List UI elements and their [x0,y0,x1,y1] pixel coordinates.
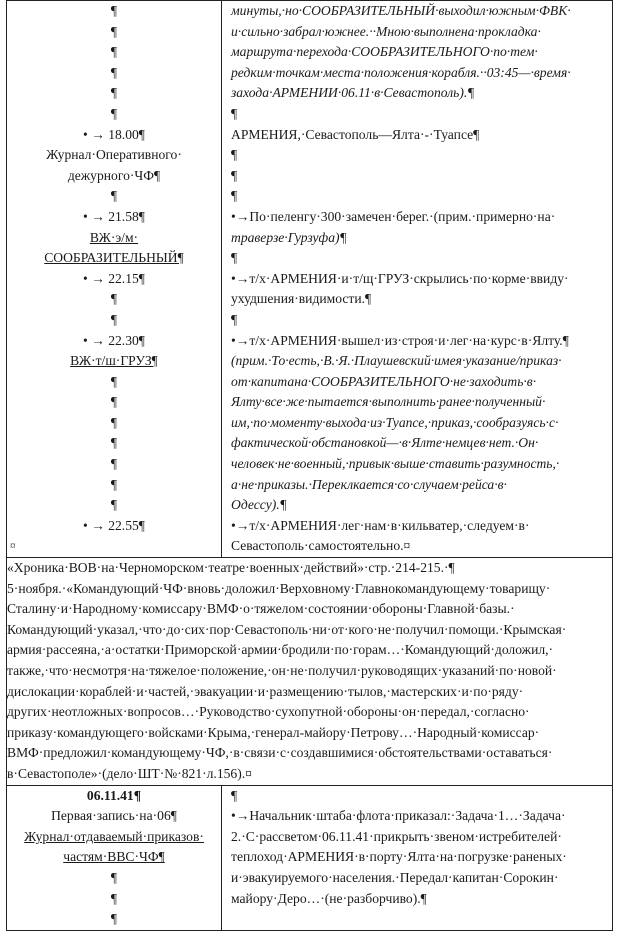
log-entry-line: а·не·приказы.·Переклкается·со·случаем·рейса·в· [231,476,507,492]
time-column-line: ¶ [110,394,118,410]
orders-left-line: ¶ [110,890,118,906]
order-entry-line: майору·Деро…·(не·разборчиво).¶ [231,890,427,906]
document-table [6,0,613,931]
log-entry-line: минуты,·но·СООБРАЗИТЕЛЬНЫЙ·выходил·южным·ФВК· [231,3,571,18]
log-entry-line: маршрута·перехода·СООБРАЗИТЕЛЬНОГО·по·тем· [231,44,538,60]
log-entry-line: ¶ [231,105,238,121]
order-entry-line: и·эвакуируемого·населения.·Передал·капитан·Сорокин· [231,869,559,885]
log-entry-line: •→т/х·АРМЕНИЯ·лег·нам·в·кильватер,·следуем·в· [231,517,530,533]
chronicle-quote-line: приказу·командующего·войсками·Крыма,·генерал-майору·Петрову…·Народный·комиссар· [7,724,540,740]
order-entry-line: теплоход·АРМЕНИЯ·в·порту·Ялта·на·погрузке·раненых· [231,849,567,865]
time-column-line: ¶ [110,105,118,121]
log-entry-line: от·капитана·СООБРАЗИТЕЛЬНОГО·не·заходить·в· [231,373,537,389]
time-column-line: • → 18.00¶ [83,126,145,142]
time-column-line: ¶ [110,414,118,430]
time-column-line: ¶ [110,373,118,389]
log-entry-line: захода·АРМЕНИИ·06.11·в·Севастополь).¶ [231,85,475,101]
log-entry-line: •→По·пеленгу·300·замечен·берег.·(прим.·примерно·на· [231,208,556,224]
time-column-cell [7,1,222,558]
document-page [6,0,612,931]
time-column-line: • → 22.15¶ [83,270,145,286]
chronicle-quote-line: также,·что·несмотря·на·тяжелое·положение,·он·не·получил·руководящих·указаний·по·новой· [7,663,557,678]
chronicle-quote-line: ВМФ·предложил·командующему·ЧФ,·в·связи·с·создавшимися·обстоятельствами·оставаться· [7,745,553,761]
table-row-log [7,1,613,558]
chronicle-quote-line: Сталину·и·Народному·комиссару·ВМФ·о·тяжелом·состоянии·обороны·Главной·базы.· [7,601,515,617]
log-entry-line: человек·не·военный,·привык·выше·ставить·разумность,· [231,456,560,472]
log-entry-line: ¶ [231,147,238,163]
orders-left-line: ¶ [110,911,118,927]
log-entry-line: и·сильно·забрал·южнее.··Мною·выполнена·прокладка· [231,23,541,39]
orders-left-line: Первая·запись·на·06¶ [51,808,177,824]
cell-end-mark: ¤ [10,540,16,553]
chronicle-quote-line: 5·ноября.·«Командующий·ЧФ·вновь·доложил·Верховному·Главнокомандующему·товарищу· [7,580,551,596]
time-column-line: ¶ [110,85,118,101]
chronicle-quote-line: Командующий·указал,·что·до·сих·пор·Севастополь·ни·от·кого·не·получил·помощи.·Крымская· [7,621,567,637]
time-column-line: • → 21.58¶ [83,208,145,224]
log-entry-line: Одессу).¶ [231,497,287,513]
log-entry-line: Ялту·все·же·пытается·выполнить·ранее·полученный· [231,394,546,410]
chronicle-quote-line: дислокации·кораблей·и·частей,·эвакуации·и·размещению·тылов,·мастерских·и·по·ряду· [7,683,524,699]
log-entry-line: фактической·обстановкой—·в·Ялте·немцев·нет.·Он· [231,435,539,451]
log-entry-line: АРМЕНИЯ,·Севастополь—Ялта·-·Туапсе¶ [231,126,480,142]
time-column-line: ¶ [110,64,118,80]
log-entry-line: им,·по·моменту·выхода·из·Туапсе,·приказ,·сообразуясь·с· [231,414,559,430]
time-column-line: ¶ [110,476,118,492]
log-entry-line: редким·точкам·места·положения·корабля.··03:45—·время· [231,64,571,80]
orders-text-cell [222,785,613,930]
time-column-line: ¶ [110,3,118,18]
time-column-line: ¶ [110,291,118,307]
time-column-line: • → 22.30¶ [83,332,145,348]
time-column-line: ¶ [110,435,118,451]
time-column-line: Журнал·Оперативного· [46,147,182,163]
log-entry-line: Севастополь·самостоятельно.¤ [231,538,411,554]
time-column-line: СООБРАЗИТЕЛЬНЫЙ¶ [44,250,184,266]
chronicle-quote-line: армия·рассеяна,·а·остатки·Приморской·армии·бродили·по·горам…·Командующий·доложил,· [7,642,554,658]
log-entry-line: траверзе·Гурзуфа)¶ [231,229,347,245]
entry-column-cell [222,1,613,558]
time-column-line: ¶ [110,456,118,472]
time-column-line: ¶ [110,23,118,39]
log-entry-line: ¶ [231,311,238,327]
log-entry-line: ухудшения·видимости.¶ [231,291,372,307]
log-entry-line: (прим.·То·есть,·В.·Я.·Плаушевский·имея·указание/приказ· [231,353,562,369]
chronicle-quote-line: других·неотложных·вопросов…·Руководство·сухопутной·обороны·он·передал,·согласно· [7,704,530,720]
time-column-line: ¶ [110,311,118,327]
table-row-chronicle [7,558,613,786]
orders-date-cell [7,785,222,930]
time-column-line: ВЖ·э/м· [89,229,139,245]
time-column-line: ¶ [110,497,118,513]
time-column-line: ВЖ·т/ш·ГРУЗ¶ [70,353,158,369]
orders-left-line: Журнал·отдаваемый·приказов· [24,828,204,844]
chronicle-quote-line: в·Севастополе»·(дело·ШТ·№·821·л.156).¤ [7,765,252,781]
orders-date: 06.11.41¶ [86,787,142,803]
time-column-line: ¶ [110,44,118,60]
log-entry-line: •→т/х·АРМЕНИЯ·и·т/щ·ГРУЗ·скрылись·по·корме·ввиду· [231,270,569,286]
order-entry-line: ¶ [231,787,238,803]
log-entry-line: •→т/х·АРМЕНИЯ·вышел·из·строя·и·лег·на·курс·в·Ялту.¶ [231,332,569,348]
order-entry-line: 2.·С·рассветом·06.11.41·прикрыть·звеном·истребителей· [231,828,562,844]
time-column-line: • → 22.55¶ [83,517,145,533]
orders-left-line: ¶ [110,869,118,885]
time-column-line: дежурного·ЧФ¶ [67,167,161,183]
log-entry-line: ¶ [231,167,238,183]
chronicle-quote-line: «Хроника·ВОВ·на·Черноморском·театре·военных·действий»·стр.·214-215.·¶ [7,560,455,576]
log-entry-line: ¶ [231,188,238,204]
chronicle-quote-cell [7,558,613,786]
order-entry-line: •→Начальник·штаба·флота·приказал:·Задача·1…·Задача· [231,808,566,824]
orders-left-line: частям·ВВС·ЧФ¶ [63,849,165,865]
time-column-line: ¶ [110,188,118,204]
log-entry-line: ¶ [231,250,238,266]
table-row-orders [7,785,613,930]
